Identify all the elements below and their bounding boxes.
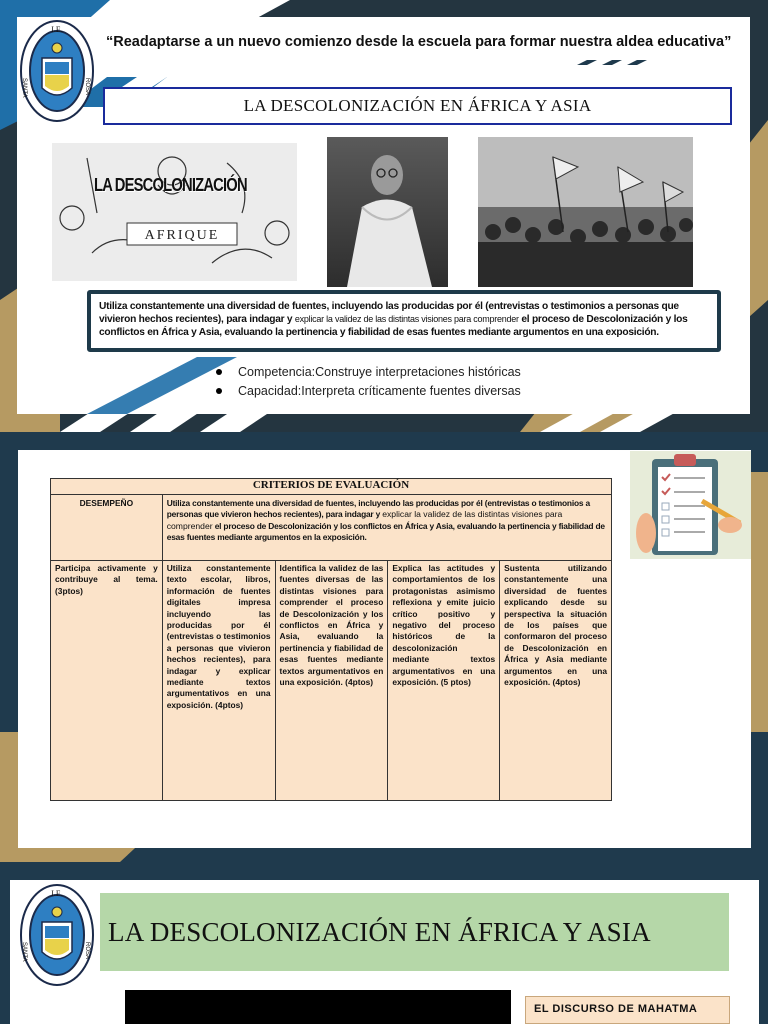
competency-list [212,363,521,401]
svg-text:ROSA: ROSA [84,942,90,960]
criterion-cell: Sustenta utilizando constantemente una diversidad de fuentes explicando desde su perspectiva la situación de los países que conformaron del proceso de Descolonización en África y Asia mediante argumentos en una exposición. (4ptos) [500,561,612,801]
desempeno-text [162,495,611,561]
svg-text:ROSA: ROSA [84,78,90,96]
school-crest [18,18,96,124]
criterion-cell: Explica las actitudes y comportamientos de los protagonistas asimismo reflexiona y emite juicio crítico positivo y negativo del proceso históricos de la descolonización mediante textos argumentativos en una exposición. (5 ptos) [388,561,500,801]
slide-1-title: LA DESCOLONIZACIÓN EN ÁFRICA Y ASIA [103,87,732,125]
desempeno-label: DESEMPEÑO [51,495,163,561]
video-placeholder [125,990,511,1024]
gandhi-photo [327,137,448,287]
cartoon-image [52,143,297,281]
svg-text:I.E.: I.E. [51,25,63,34]
cartoon-heading: LA DESCOLONIZACIÓN [94,175,247,195]
svg-text:AFRIQUE: AFRIQUE [144,228,220,243]
school-motto: “Readaptarse a un nuevo comienzo desde la escuela para formar nuestra aldea educativa” [106,34,732,50]
criterion-cell: Identifica la validez de las fuentes diversas de las distintas visiones para comprender el proceso de Descolonización y los conflictos en África y Asia, evaluando la pertinencia y fiabilidad de esas fuentes mediante textos argumentativos en una exposición. (4ptos) [275,561,388,801]
svg-text:SANTA: SANTA [21,942,27,962]
competency-item: Competencia:Construye interpretaciones históricas [212,363,521,382]
evaluation-criteria-table [50,478,612,801]
slide-3-title: LA DESCOLONIZACIÓN EN ÁFRICA Y ASIA [100,893,729,971]
table-title: CRITERIOS DE EVALUACIÓN [51,479,612,495]
svg-text:SANTA: SANTA [21,78,27,98]
desempeno-text-a: Utiliza constantemente una diversidad de fuentes, incluyendo las producidas por él (entrevistas o testimonios a personas que vivieron hechos recientes), para indagar y [166,498,590,520]
description-part-3: el proceso de Descolonización y los conflictos en África y Asia, evaluando la pertinencia y fiabilidad de esas fuentes mediante argumentos en una exposición. [99,314,688,338]
svg-text:I.E.: I.E. [51,889,63,898]
clipboard-illustration [630,451,751,559]
crowd-protest-photo [478,137,693,287]
speech-label: EL DISCURSO DE MAHATMA [525,996,730,1024]
criterion-cell: Participa activamente y contribuye al tema. (3ptos) [51,561,163,801]
desempeno-text-b: explicar la validez de las distintas visiones para comprender [166,509,563,531]
school-crest-2 [18,882,96,988]
competency-description [87,290,721,352]
capacity-item: Capacidad:Interpreta críticamente fuentes diversas [212,382,521,401]
desempeno-text-c: el proceso de Descolonización y los conflictos en África y Asia, evaluando la pertinencia y fiabilidad de esas fuentes mediante argumentos en la exposición. [166,520,605,543]
description-part-2: explicar la validez de las distintas visiones para comprender [294,314,519,324]
criterion-cell: Utiliza constantemente texto escolar, libros, información de fuentes digitales impresa incluyendo las producidas por él (entrevistas o testimonios a personas que vivieron hechos recientes), para indagar y explicar mediante textos argumentativos en una exposición. (4ptos) [162,561,275,801]
description-part-1: Utiliza constantemente una diversidad de fuentes, incluyendo las producidas por él (entrevistas o testimonios a personas que vivieron hechos recientes), para indagar y [99,301,679,325]
